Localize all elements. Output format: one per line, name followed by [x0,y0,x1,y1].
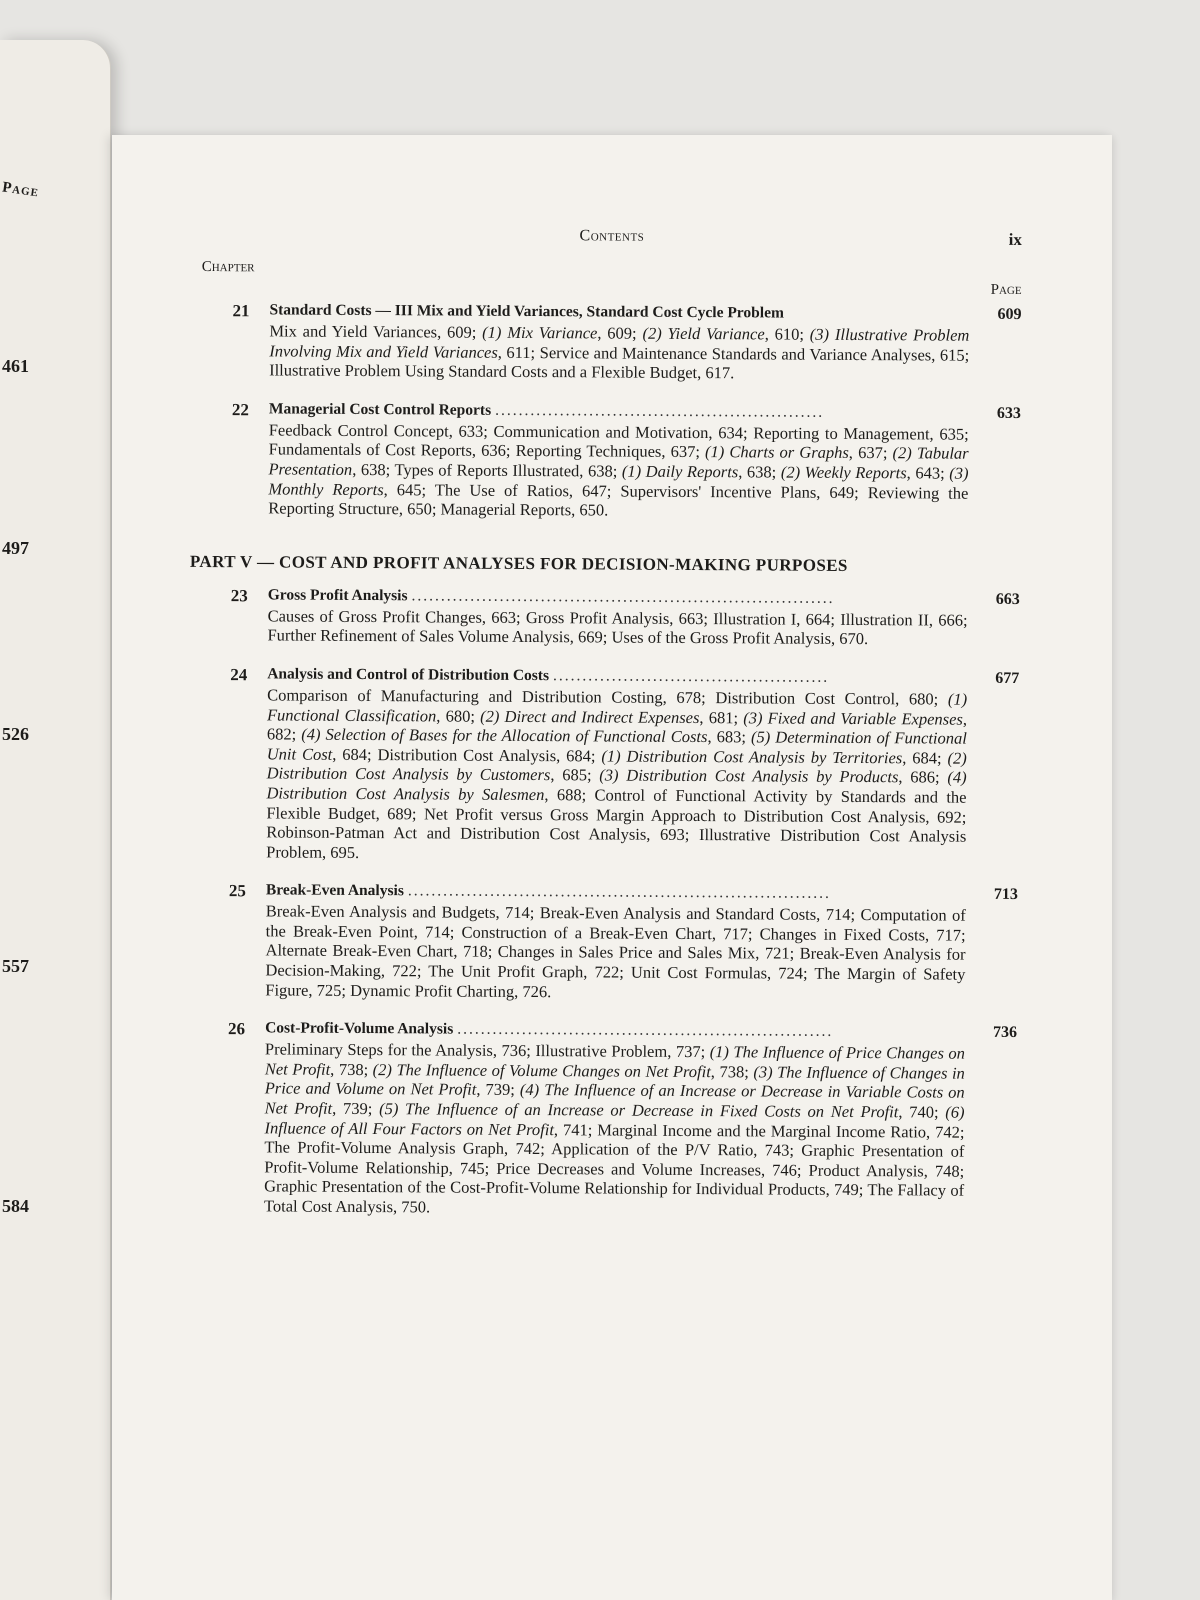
topic-text: , 638; [738,462,781,482]
topic-text: , 611; Service and Maintenance Standards and Variance Analyses, 615; Illustrative Problem Using Standard Costs and a Flexible Budget, 617. [269,342,970,383]
chapter-body [267,586,1019,650]
chapters-before-part [200,301,1021,523]
chapter-entry [197,881,1018,1004]
topic-italic: (3) Distribution Cost Analysis by Products [599,765,899,787]
running-head-page-number: ix [1008,229,1022,250]
chapter-number: 25 [228,881,246,901]
topic-text: , 645; The Use of Ratios, 647; Supervisors' Incentive Plans, 649; Reviewing the Reporting Structure, 650; Managerial Reports, 650. [268,479,969,520]
left-page-number: 497 [2,538,29,558]
topic-text: , 686; [898,767,948,787]
page-column-heading: Page [990,281,1022,299]
topic-italic: (5) Determination of Functional Unit Cost [266,727,967,764]
topic-italic: (4) Selection of Bases for the Allocation of Functional Costs [301,724,708,747]
dot-leader: ............................................... [552,667,830,686]
chapter-number: 24 [230,665,248,685]
dot-leader: ................................................................ [457,1020,834,1041]
topic-text: , 683; [707,727,752,747]
topic-text: Break-Even Analysis and Budgets, 714; Break-Even Analysis and Standard Costs, 714; Computation of the Break-Even Point, 714; Construction of a Break-Even Chart, 717; Changes in Fixed Costs, 717; Alternate Break-Even Chart, 718; Changes in Sales Price and Sales Mix, 721; Break-Even Analysis for Decision-Making, 722; The Unit Profit Graph, 722; Unit Cost Formulas, 724; The Margin of Safety Figure, 725; Dynamic Profit Charting, 726. [265,901,966,1001]
chapter-title: Gross Profit Analysis [267,586,408,605]
topic-text: , 643; [906,463,950,483]
topic-italic: (4) Distribution Cost Analysis by Salesmen [266,767,967,805]
chapter-number: 21 [232,301,250,321]
dot-leader: ........................................................ [495,401,825,421]
chapter-title: Cost-Profit-Volume Analysis [265,1019,454,1038]
left-page-heading: Page [1,179,41,201]
chapter-title-line [267,665,1019,688]
chapter-entry [200,400,1021,523]
chapter-title: Analysis and Control of Distribution Costs [267,665,550,685]
column-headings [202,259,1022,306]
topic-text: , 610; [764,324,810,344]
left-page-number: 461 [2,356,29,376]
left-page-number: 557 [2,956,29,976]
topic-italic: (1) Daily Reports [621,461,739,482]
topic-italic: (2) Direct and Indirect Expenses [480,706,700,727]
topic-italic: (4) The Influence of an Increase or Decrease in Variable Costs on Net Profit [264,1080,965,1118]
topic-italic: (1) Mix Variance [482,322,598,343]
chapter-topics [268,420,969,522]
part-heading: PART V — COST AND PROFIT ANALYSES FOR DECISION-MAKING PURPOSES [189,551,848,575]
topic-italic: (2) The Influence of Volume Changes on Net Profit [372,1059,711,1081]
chapter-title: Break-Even Analysis [265,881,404,900]
chapter-number: 23 [230,585,248,606]
topic-text: , 738; [710,1061,754,1082]
topic-text: , 680; [436,705,481,726]
topic-italic: (3) The Influence of Changes in Price and Volume on Net Profit [264,1062,965,1100]
chapter-number: 22 [231,399,249,420]
chapters-after-part [196,586,1020,1221]
chapter-topics [264,1040,965,1221]
topic-text: , 740; [898,1102,946,1122]
topic-text: , 638; Types of Reports Illustrated, 638; [352,459,622,481]
topic-text: , 681; [699,707,744,727]
chapter-body [269,301,1021,384]
topic-italic: (3) Illustrative Problem Involving Mix and Yield Variances [269,324,970,362]
topic-text: , 739; [332,1098,380,1119]
topic-italic: (1) Functional Classification [266,689,968,725]
running-head-title: Contents [579,227,645,245]
chapter-entry [198,665,1019,866]
topic-text: Feedback Control Concept, 633; Communication and Motivation, 634; Reporting to Management, 635; Fundamentals of Cost Reports, 636; Reporting Techniques, 637; [268,420,969,462]
chapter-title: Managerial Cost Control Reports [268,400,492,419]
chapter-entry [199,586,1019,650]
topic-italic: (3) Fixed and Variable Expenses [743,707,963,729]
topic-text: Preliminary Steps for the Analysis, 736; Illustrative Problem, 737; [264,1039,710,1062]
topic-italic: (3) Monthly Reports [268,463,969,499]
topic-italic: (2) Weekly Reports [780,462,907,483]
topic-text: , 684; [902,748,948,768]
chapter-title: Standard Costs — III Mix and Yield Variances, Standard Cost Cycle Problem [269,301,784,322]
chapter-number: 26 [228,1019,246,1039]
chapter-topics [266,685,967,866]
topic-text: Causes of Gross Profit Changes, 663; Gross Profit Analysis, 663; Illustration I, 664; Illustration II, 666; Further Refinement of Sales Volume Analysis, 669; Uses of the Gross Profit Analysis, 670. [267,606,968,649]
topic-italic: (2) Yield Variance [642,323,765,344]
left-page-number: 584 [2,1196,29,1216]
topic-italic: (1) Distribution Cost Analysis by Territories [601,746,903,768]
topic-text: , 739; [476,1080,520,1100]
topic-italic: (1) Charts or Graphs [705,442,849,463]
topic-text: Mix and Yield Variances, 609; [269,321,483,342]
chapter-column-heading: Chapter [201,258,255,276]
dot-leader: ........................................................................ [407,882,831,903]
chapter-body [268,400,1021,523]
topic-italic: (6) Influence of All Four Factors on Net Profit [264,1102,965,1139]
topic-italic: (2) Tabular Presentation [268,443,969,479]
chapter-title-line [268,586,1020,609]
chapter-title-line [265,1020,1017,1043]
topic-italic: (2) Distribution Cost Analysis by Customers [266,748,967,785]
topic-italic: (5) The Influence of an Increase or Decrease in Fixed Costs on Net Profit [379,1099,899,1122]
chapter-page-number: 736 [993,1024,1018,1042]
chapter-title-line [266,882,1018,905]
chapter-topics [267,606,967,649]
chapter-page-number: 663 [995,590,1020,608]
chapter-body [265,882,1018,1005]
chapter-page-number: 713 [993,886,1018,904]
chapter-page-number: 677 [995,669,1020,687]
topic-text: , 738; [330,1059,373,1079]
topic-text: , 741; Marginal Income and the Marginal Income Ratio, 742; The Profit-Volume Analysis Graph, 742; Application of the P/V Ratio, 743; Graphic Presentation of Profit-Volume Relationship, 745; Price Decreases and Volume Increases, 746; Product Analysis, 748; Graphic Presentation of the Cost-Profit-Volume Relationship for Individual Products, 749; The Fallacy of Total Cost Analysis, 750. [263,1119,965,1217]
dot-leader [784,318,992,319]
topic-italic: (1) The Influence of Price Changes on Net Profit [264,1042,966,1079]
chapter-entry [196,1019,1017,1220]
chapter-topics [265,902,966,1004]
topic-text: , 685; [550,765,600,785]
dot-leader: ........................................................................ [411,587,835,607]
topic-text: Comparison of Manufacturing and Distribution Costing, 678; Distribution Cost Control, 680; [267,685,948,709]
right-page [112,135,1112,1600]
chapter-body [264,1020,1017,1221]
chapter-title-line [269,400,1021,423]
left-page-number: 526 [2,724,29,744]
topic-text: , 684; Distribution Cost Analysis, 684; [332,744,602,766]
contents-listing [189,225,1022,1241]
chapter-topics [269,321,969,384]
chapter-page-number: 633 [996,404,1021,422]
topic-text: , 609; [597,323,643,343]
running-head [202,225,1022,264]
topic-text: , 688; Control of Functional Activity by Standards and the Flexible Budget, 689; Net Profit versus Gross Margin Approach to Distribution Cost Analysis, 692; Robinson-Patman Act and Distribution Cost Analysis, 693; Illustrative Distribution Cost Analysis Problem, 695. [266,785,967,862]
chapter-body [266,665,1019,866]
left-page [0,40,111,1600]
chapter-entry [201,301,1021,385]
chapter-page-number: 609 [997,305,1022,324]
topic-text: , 682; [266,709,968,744]
topic-text: , 637; [848,443,893,463]
